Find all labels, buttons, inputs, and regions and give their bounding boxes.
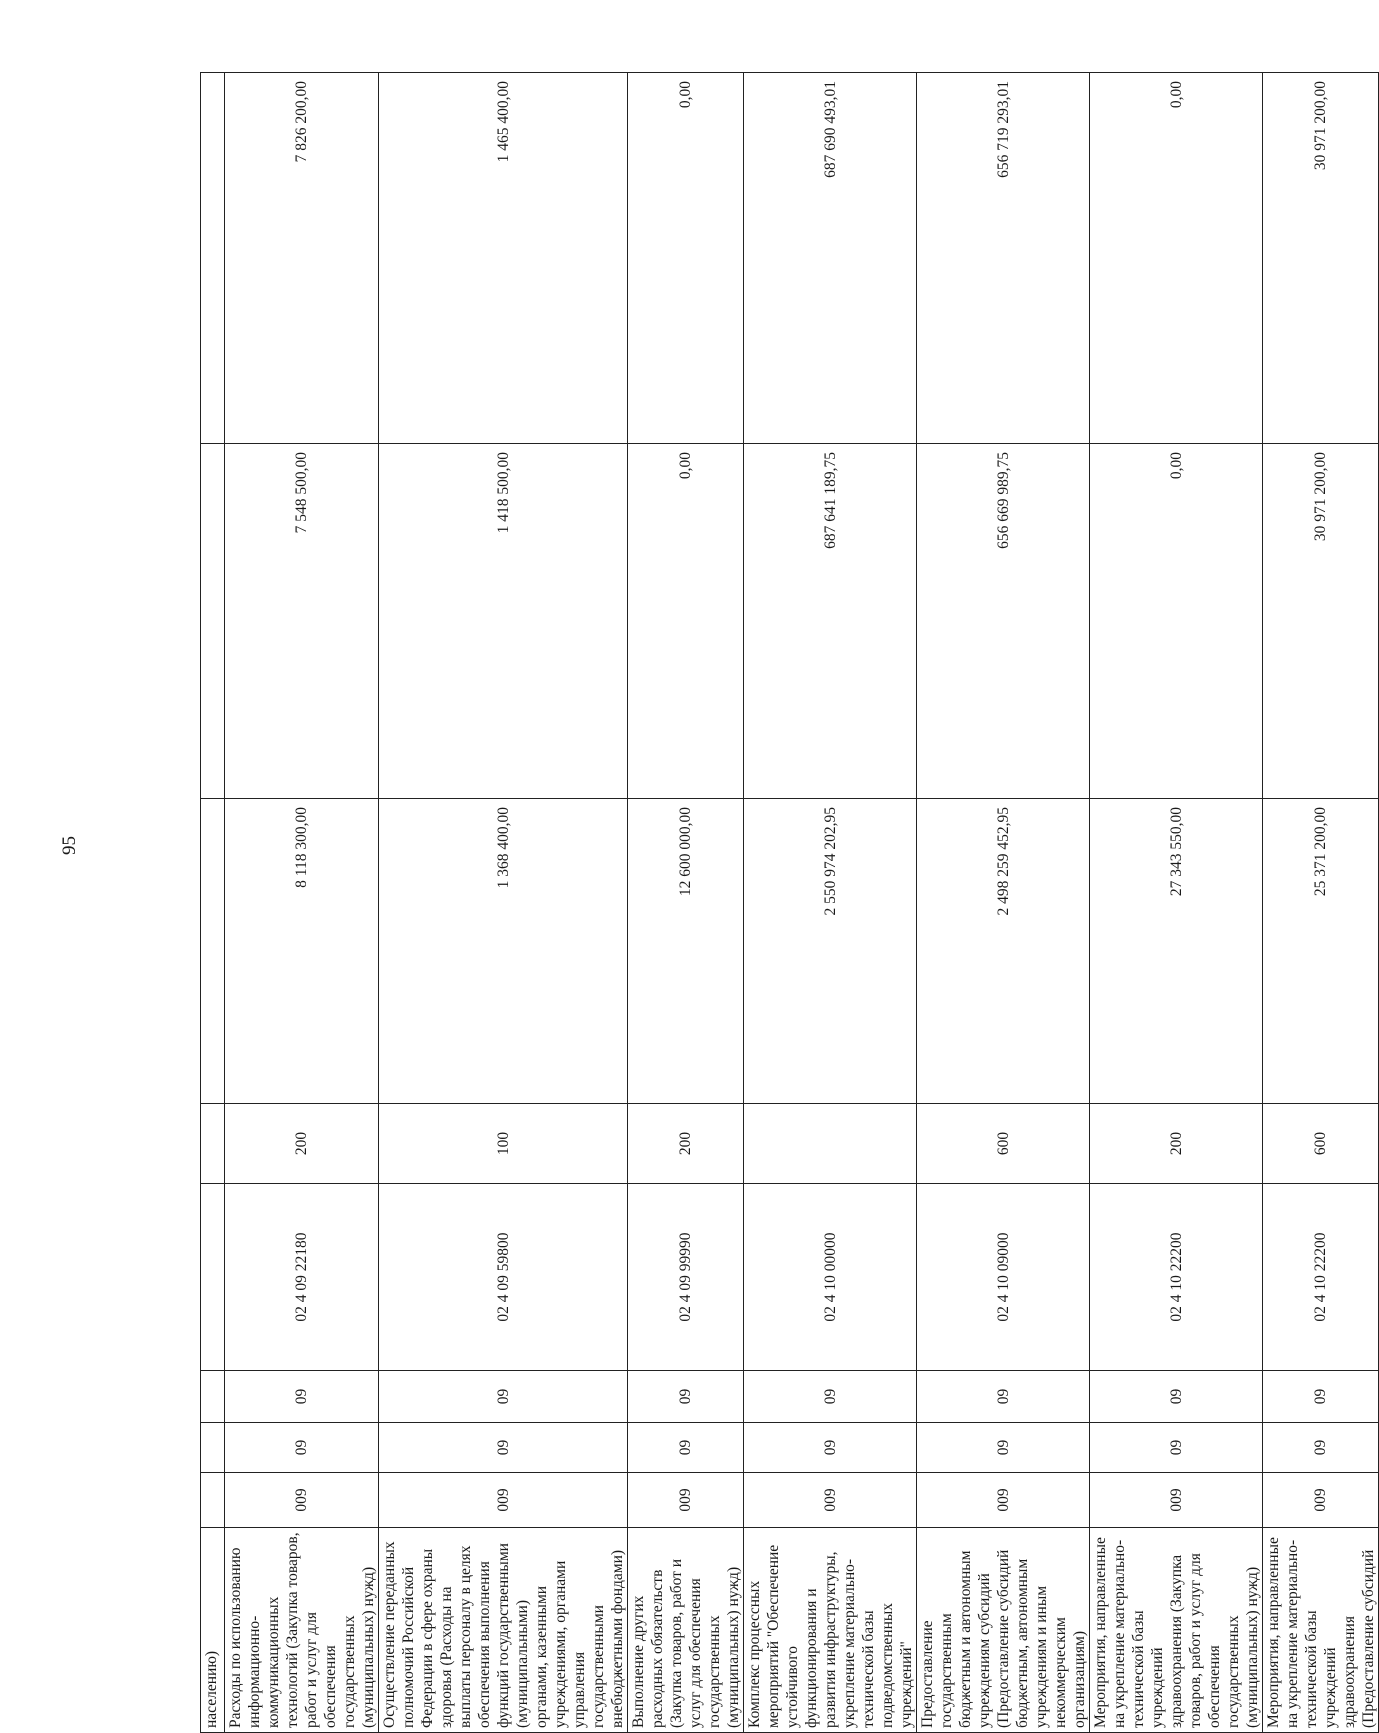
cell-sum2: 687 641 189,75 [744,444,917,799]
cell-csr: 02 4 10 09000 [917,1184,1090,1371]
cell-name: Мероприятия, направленные на укрепление материально-технической базы учреждений здравоохранения (Предоставление субсидий [1263,1528,1379,1733]
cell-vr [744,1104,917,1184]
cell-ved: 009 [379,1473,628,1528]
cell-rz: 09 [1263,1423,1379,1473]
cell-rz: 09 [917,1423,1090,1473]
cell-pr: 09 [744,1371,917,1423]
table-row-carryover [201,73,225,1733]
cell-sum3: 656 719 293,01 [917,73,1090,444]
cell-sum3: 0,00 [628,73,744,444]
cell-sum1: 25 371 200,00 [1263,799,1379,1104]
cell-pr: 09 [379,1371,628,1423]
cell-name: населению) [201,1528,225,1733]
cell-csr: 02 4 09 59800 [379,1184,628,1371]
cell-ved: 009 [225,1473,379,1528]
cell-sum3: 7 826 200,00 [225,73,379,444]
page-number: 95 [59,836,80,855]
cell-sum1: 1 368 400,00 [379,799,628,1104]
cell-csr: 02 4 09 99990 [628,1184,744,1371]
cell-vr: 600 [1263,1104,1379,1184]
table-row [1090,73,1263,1733]
cell-ved: 009 [628,1473,744,1528]
cell-pr: 09 [628,1371,744,1423]
cell-ved: 009 [917,1473,1090,1528]
cell-sum1: 8 118 300,00 [225,799,379,1104]
cell-sum2: 1 418 500,00 [379,444,628,799]
cell-pr: 09 [225,1371,379,1423]
cell-vr: 200 [1090,1104,1263,1184]
cell-ved: 009 [1263,1473,1379,1528]
cell-sum1: 27 343 550,00 [1090,799,1263,1104]
table-row [379,73,628,1733]
rotated-page-content [200,73,1377,1733]
cell-pr: 09 [1090,1371,1263,1423]
table-row [225,73,379,1733]
cell-empty [201,1184,225,1371]
cell-rz: 09 [744,1423,917,1473]
cell-rz: 09 [379,1423,628,1473]
cell-rz: 09 [225,1423,379,1473]
budget-table [200,72,1379,1733]
cell-csr: 02 4 10 22200 [1090,1184,1263,1371]
table-row [744,73,917,1733]
cell-sum1: 12 600 000,00 [628,799,744,1104]
cell-vr: 200 [225,1104,379,1184]
cell-vr: 100 [379,1104,628,1184]
cell-pr: 09 [1263,1371,1379,1423]
cell-rz: 09 [1090,1423,1263,1473]
cell-sum2: 7 548 500,00 [225,444,379,799]
cell-name: Предоставление государственным бюджетным и автономным учреждениям субсидий (Предоставление субсидий бюджетным, автономным учреждениям и иным некоммерческим организациям) [917,1528,1090,1733]
cell-name: Расходы по использованию информационно-коммуникационных технологий (Закупка товаров, работ и услуг для обеспечения государственных (муниципальных) нужд) [225,1528,379,1733]
cell-vr: 600 [917,1104,1090,1184]
cell-vr: 200 [628,1104,744,1184]
cell-rz: 09 [628,1423,744,1473]
table-row [917,73,1090,1733]
cell-csr: 02 4 10 22200 [1263,1184,1379,1371]
cell-name: Осуществление переданных полномочий Российской Федерации в сфере охраны здоровья (Расходы на выплаты персоналу в целях обеспечения выполнения функций государственными (муниципальными) органами, казенными учреждениями, органами управления государственными внебюджетными фондами) [379,1528,628,1733]
cell-sum2: 0,00 [628,444,744,799]
cell-sum1: 2 550 974 202,95 [744,799,917,1104]
cell-ved: 009 [1090,1473,1263,1528]
cell-empty [201,73,225,444]
cell-sum3: 687 690 493,01 [744,73,917,444]
cell-sum3: 0,00 [1090,73,1263,444]
table-row [1263,73,1379,1733]
cell-empty [201,1104,225,1184]
cell-csr: 02 4 10 00000 [744,1184,917,1371]
cell-ved: 009 [744,1473,917,1528]
cell-empty [201,1473,225,1528]
cell-name: Комплекс процессных мероприятий "Обеспечение устойчивого функционирования и развития инфраструктуры, укрепление материально-технической базы подведомственных учреждений" [744,1528,917,1733]
cell-sum2: 30 971 200,00 [1263,444,1379,799]
cell-pr: 09 [917,1371,1090,1423]
cell-empty [201,444,225,799]
cell-sum3: 30 971 200,00 [1263,73,1379,444]
cell-sum2: 0,00 [1090,444,1263,799]
cell-name: Выполнение других расходных обязательств (Закупка товаров, работ и услуг для обеспечения государственных (муниципальных) нужд) [628,1528,744,1733]
cell-empty [201,799,225,1104]
cell-sum1: 2 498 259 452,95 [917,799,1090,1104]
cell-empty [201,1371,225,1423]
cell-name: Мероприятия, направленные на укрепление материально-технической базы учреждений здравоохранения (Закупка товаров, работ и услуг для обеспечения государственных (муниципальных) нужд) [1090,1528,1263,1733]
cell-empty [201,1423,225,1473]
table-row [628,73,744,1733]
cell-csr: 02 4 09 22180 [225,1184,379,1371]
cell-sum3: 1 465 400,00 [379,73,628,444]
cell-sum2: 656 669 989,75 [917,444,1090,799]
